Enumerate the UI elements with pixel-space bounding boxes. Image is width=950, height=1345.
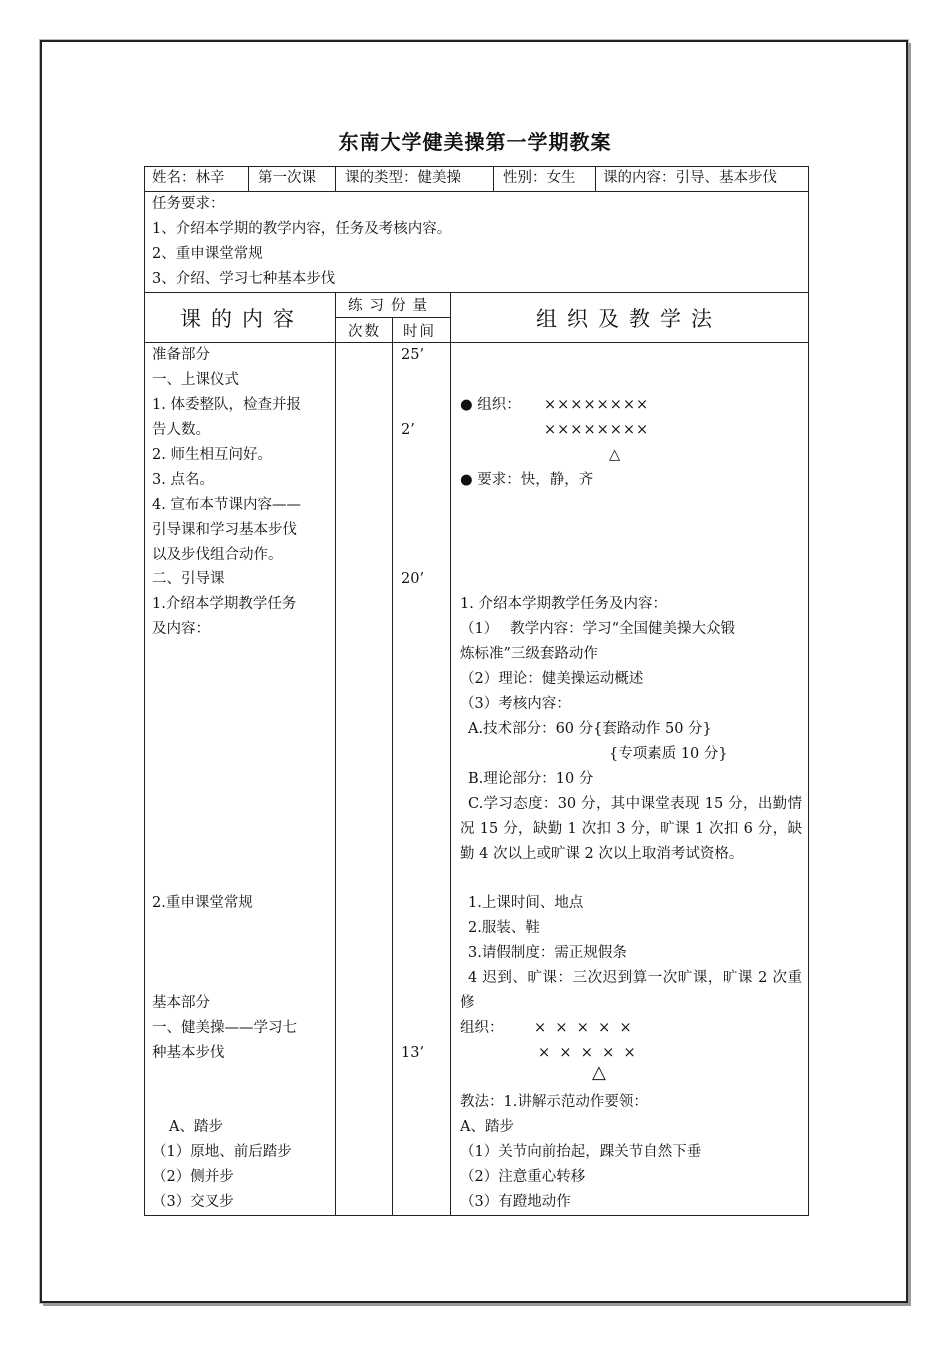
info-divider-1 [248, 166, 249, 191]
method-line: （1）关节向前抬起，踝关节自然下垂 [460, 1144, 702, 1160]
requirement-text: ● 要求：快，静，齐 [460, 472, 594, 488]
table-left-border [144, 166, 145, 1216]
triangle-icon: △ [609, 447, 621, 463]
org-label: ● 组织： [460, 397, 521, 413]
task-heading: 任务要求： [152, 196, 225, 212]
method-line: （1） 教学内容：学习“全国健美操大众锻 [460, 621, 735, 637]
method-line: （2）理论：健美操运动概述 [460, 671, 644, 687]
method-column-divider [450, 292, 451, 1216]
info-divider-3 [493, 166, 494, 191]
formation-row: ×××××××× [544, 397, 650, 413]
header-course-content: 课的内容 [180, 307, 304, 331]
formation-row: ×××××××× [544, 422, 650, 438]
content-line: A、踏步 [169, 1119, 223, 1135]
content-line: 引导课和学习基本步伐 [152, 522, 297, 538]
header-row-bottom [144, 342, 808, 343]
content-line: （2）侧并步 [152, 1169, 234, 1185]
content-line: （3）交叉步 [152, 1194, 234, 1210]
content-line: 及内容： [152, 621, 210, 637]
task-item: 3、介绍、学习七种基本步伐 [152, 271, 336, 287]
class-type: 课的类型：健美操 [345, 170, 461, 186]
method-line: B.理论部分：10 分 [468, 771, 594, 787]
method-line: 炼标准”三级套路动作 [460, 646, 598, 662]
method-paragraph: 4 迟到、旷课：三次迟到算一次旷课，旷课 2 次重修 [460, 970, 802, 1011]
method-line: （3）考核内容： [460, 696, 571, 712]
content-line: 基本部分 [152, 995, 210, 1011]
content-line: 3. 点名。 [152, 472, 214, 488]
method-line: （3）有蹬地动作 [460, 1194, 571, 1210]
time-value: 2’ [401, 422, 415, 438]
formation-row: × × × × × [534, 1020, 632, 1036]
times-column-divider [392, 317, 393, 1216]
content-line: （1）原地、前后踏步 [152, 1144, 292, 1160]
content-line: 以及步伐组合动作。 [152, 547, 283, 563]
header-organization-method: 组织及教学法 [536, 307, 722, 331]
time-value: 13’ [401, 1045, 425, 1061]
time-value: 25’ [401, 347, 425, 363]
content-line: 2.重申课堂常规 [152, 895, 253, 911]
formation-row: × × × × × [538, 1045, 636, 1061]
info-divider-4 [595, 166, 596, 191]
method-line: 教法：1.讲解示范动作要领： [460, 1094, 648, 1110]
content-column-divider [335, 292, 336, 1216]
class-content: 课的内容：引导、基本步伐 [603, 170, 777, 186]
header-duration: 时间 [403, 324, 436, 340]
method-line: （2）注意重心转移 [460, 1169, 586, 1185]
method-line: A、踏步 [460, 1119, 514, 1135]
content-line: 准备部分 [152, 347, 210, 363]
task-item: 1、介绍本学期的教学内容，任务及考核内容。 [152, 221, 452, 237]
time-value: 20’ [401, 571, 425, 587]
content-line: 告人数。 [152, 422, 210, 438]
org-label: 组织： [460, 1020, 504, 1036]
method-line: A.技术部分：60 分{套路动作 50 分} [468, 721, 712, 737]
student-gender: 性别：女生 [503, 170, 576, 186]
table-bottom-border [144, 1215, 808, 1216]
content-line: 1.介绍本学期教学任务 [152, 596, 297, 612]
method-line: 2.服装、鞋 [468, 920, 540, 936]
header-practice-amount: 练习份量 [348, 298, 434, 314]
info-divider-2 [335, 166, 336, 191]
header-times: 次数 [348, 324, 381, 340]
method-line: {专项素质 10 分} [609, 746, 728, 762]
content-line: 种基本步伐 [152, 1045, 225, 1061]
method-line: 1. 介绍本学期教学任务及内容： [460, 596, 667, 612]
info-row-bottom [144, 191, 808, 192]
task-row-bottom [144, 292, 808, 293]
content-line: 二、引导课 [152, 571, 225, 587]
method-paragraph: C.学习态度：30 分，其中课堂表现 15 分，出勤情况 15 分，缺勤 1 次扣 3 分，旷课 1 次扣 6 分，缺勤 4 次以上或旷课 2 次以上取消考试资格。 [460, 796, 802, 862]
task-item: 2、重申课堂常规 [152, 246, 263, 262]
document-title: 东南大学健美操第一学期教案 [338, 130, 612, 154]
method-line: 1.上课时间、地点 [468, 895, 584, 911]
table-right-border [808, 166, 809, 1216]
content-line: 2. 师生相互问好。 [152, 447, 272, 463]
method-line: 3.请假制度：需正规假条 [468, 945, 627, 961]
session-number: 第一次课 [258, 170, 316, 186]
content-line: 4. 宣布本节课内容—— [152, 497, 301, 513]
content-line: 一、上课仪式 [152, 372, 239, 388]
content-line: 1. 体委整队，检查并报 [152, 397, 301, 413]
triangle-icon: △ [592, 1062, 606, 1083]
content-line: 一、健美操——学习七 [152, 1020, 297, 1036]
teacher-name: 姓名：林辛 [152, 170, 225, 186]
